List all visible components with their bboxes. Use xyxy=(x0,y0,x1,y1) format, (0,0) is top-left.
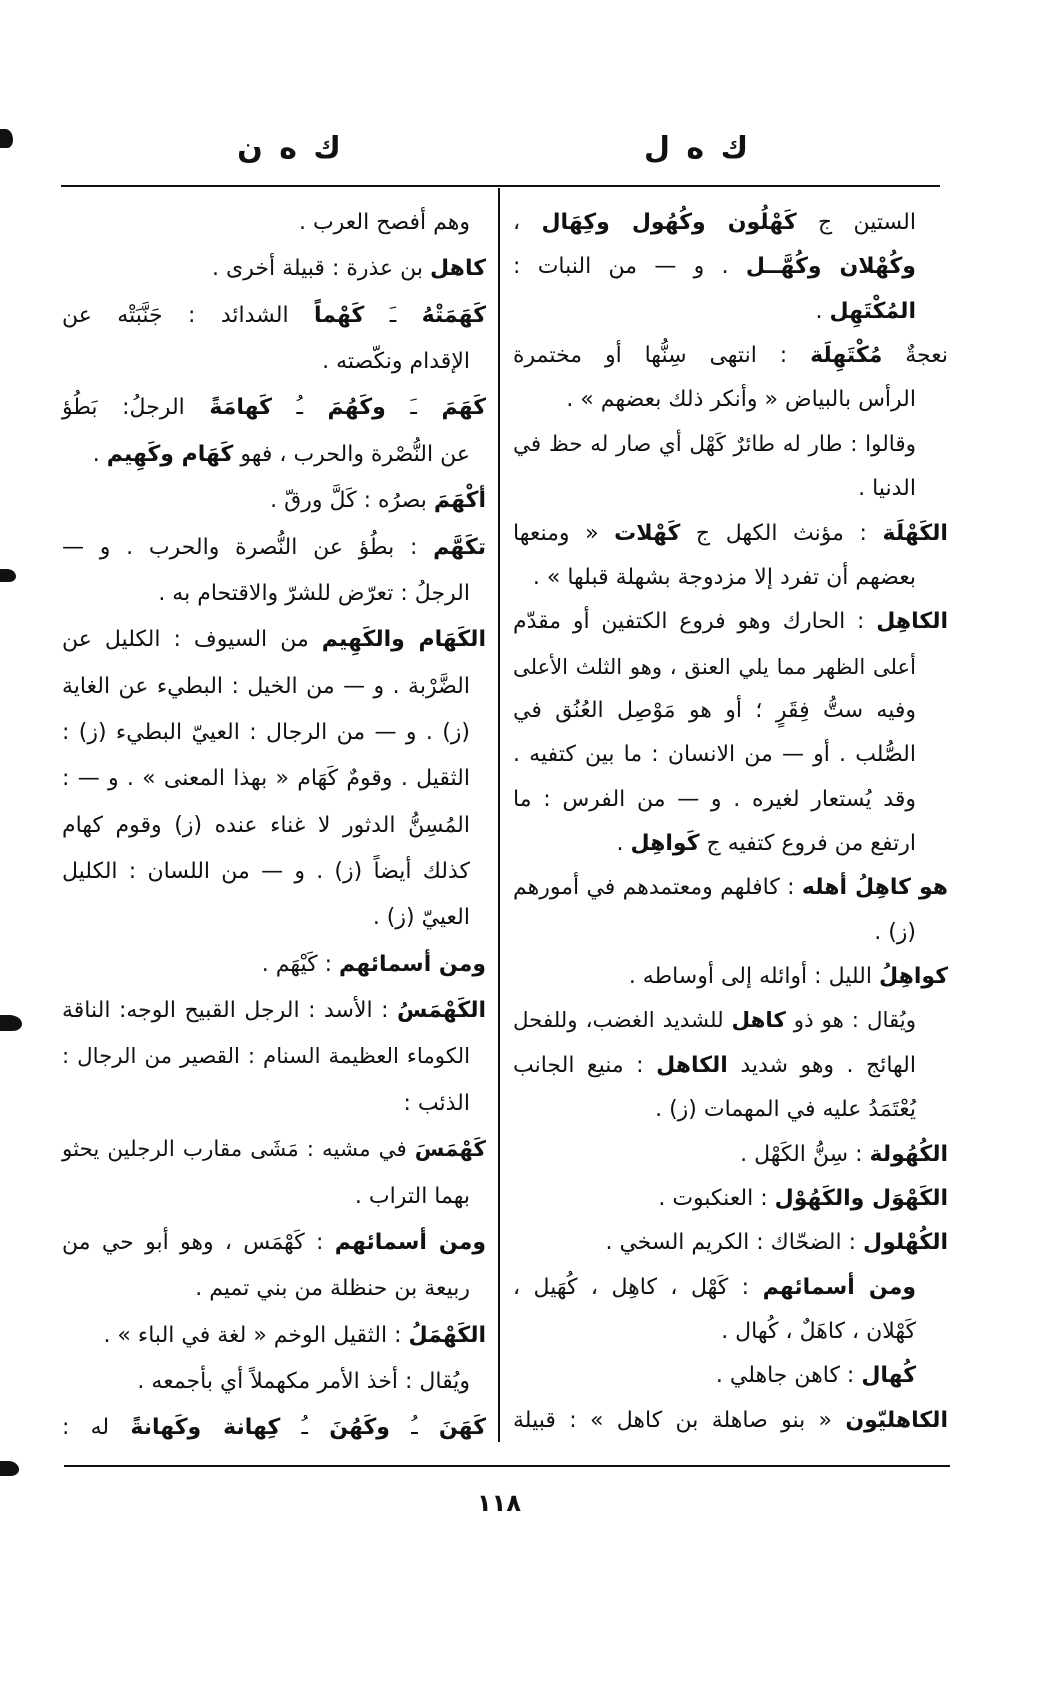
line-text xyxy=(212,256,486,281)
entry-line xyxy=(62,525,486,571)
definition-text: ـَ xyxy=(364,302,422,328)
entry-line xyxy=(62,849,486,895)
headword: الكاهِل xyxy=(876,609,948,635)
headword: كَهْماً xyxy=(314,302,365,328)
entry-line xyxy=(513,822,948,866)
definition-text: الليل : أوائله إلى أوساطه . xyxy=(628,964,879,990)
entry-line xyxy=(62,1174,486,1220)
headword: كاهل xyxy=(731,1008,786,1034)
line-text xyxy=(533,565,916,590)
definition-text: الهائج . وهو شديد xyxy=(727,1052,917,1078)
line-text xyxy=(62,1230,486,1255)
entry-line xyxy=(62,710,486,756)
dictionary-entry xyxy=(62,293,486,386)
entry-line xyxy=(513,911,948,955)
entry-line xyxy=(62,1034,486,1080)
line-text xyxy=(740,1142,948,1167)
entry-line xyxy=(513,201,948,245)
definition-text: الكوماء العظيمة السنام : القصير من الرجال : xyxy=(62,1044,470,1070)
headword: كَهَمَتْهُ xyxy=(421,302,486,328)
entry-line xyxy=(62,200,486,246)
entry-line xyxy=(513,689,948,733)
entry-line xyxy=(62,478,486,524)
entry-line xyxy=(513,1310,948,1354)
entry-line xyxy=(62,803,486,849)
definition-text: : الضحّاك : الكريم السخي . xyxy=(605,1230,864,1256)
entry-line xyxy=(62,246,486,292)
dictionary-entry xyxy=(62,988,486,1127)
line-text xyxy=(270,488,486,513)
entry-line xyxy=(62,1405,486,1451)
definition-text: (ز) . و — من الرجال : العييّ البطيء (ز) : xyxy=(62,719,470,745)
entry-line xyxy=(513,600,948,644)
entry-line xyxy=(62,617,486,663)
line-text xyxy=(62,1137,486,1162)
definition-text: الضَّرْبة . و — من الخيل : البطيء عن الغاية xyxy=(62,673,470,699)
definition-text: : بطُؤ عن النُّصرة والحرب . و — xyxy=(62,534,434,560)
entry-line xyxy=(62,1127,486,1173)
line-text xyxy=(299,210,470,235)
page-number: ١١٨ xyxy=(477,1489,521,1517)
definition-text: : كافلهم ومعتمدهم في أمورهم xyxy=(513,875,802,901)
headword: الكَهْمَسُ xyxy=(397,998,486,1024)
entry-line xyxy=(513,1221,948,1265)
line-text xyxy=(62,766,470,791)
definition-text: الثقيل . وقومٌ كَهَام « بهذا المعنى » . و — : xyxy=(62,766,470,792)
entry-line xyxy=(62,1220,486,1266)
line-text xyxy=(322,349,470,374)
definition-text: بن عذرة : قبيلة أخرى . xyxy=(212,256,431,282)
scan-mark xyxy=(0,1461,19,1476)
line-text xyxy=(655,1097,916,1122)
running-head-left: ك ه ن xyxy=(237,131,341,166)
entry-line xyxy=(62,293,486,339)
entry-line xyxy=(62,571,486,617)
entry-line xyxy=(513,245,948,289)
definition-text: بصرُه : كَلَّ ورقّ . xyxy=(270,488,434,514)
line-text xyxy=(513,654,916,679)
entry-line xyxy=(513,423,948,467)
definition-text: ارتفع من فروع كتفيه ج xyxy=(699,831,916,857)
entry-line xyxy=(62,988,486,1034)
line-text xyxy=(404,1091,471,1116)
dictionary-entry xyxy=(513,866,948,955)
dictionary-entry xyxy=(513,334,948,423)
dictionary-entry xyxy=(62,1313,486,1359)
headword: كَهَام وكَهِيم xyxy=(106,441,234,467)
definition-text: . xyxy=(616,831,631,857)
dictionary-entry xyxy=(513,1221,948,1265)
definition-text: وفيه ستُّ فِقَرٍ ؛ أو هو مَوْصِل العُنُق في xyxy=(513,697,916,723)
line-text xyxy=(513,521,948,546)
entry-line xyxy=(513,467,948,511)
left-column xyxy=(62,200,486,1452)
line-text xyxy=(566,387,916,412)
line-text xyxy=(62,859,470,884)
definition-text: بهما التراب . xyxy=(354,1183,470,1209)
definition-text: ويُقال : أخذ الأمر مكهملاً أي بأجمعه . xyxy=(137,1368,470,1394)
definition-text: في مشيه : مَشَى مقارب الرجلين يحثو xyxy=(62,1137,415,1163)
definition-text: الذئب : xyxy=(403,1090,470,1116)
dictionary-entry xyxy=(513,423,948,512)
definition-text: : كَيْهَم . xyxy=(261,951,340,977)
line-text xyxy=(513,609,948,634)
headword: الكَهْمَلُ xyxy=(408,1322,486,1348)
line-text xyxy=(658,1186,948,1211)
line-text xyxy=(62,813,470,838)
definition-text: : منيع الجانب xyxy=(513,1052,657,1078)
entry-line xyxy=(513,290,948,334)
headword: المُكْتَهِل xyxy=(829,298,916,324)
headword: مُكْتَهِلَة xyxy=(810,343,883,369)
definition-text: ـَ xyxy=(385,395,442,421)
entry-line xyxy=(513,866,948,910)
dictionary-entry xyxy=(62,942,486,988)
line-text xyxy=(62,303,486,328)
entry-line xyxy=(62,432,486,478)
dictionary-entry xyxy=(62,525,486,618)
definition-text: وقالوا : طار له طائرٌ كَهْل أي صار له حظ في xyxy=(513,431,916,457)
definition-text: ويُقال : هو ذو xyxy=(785,1008,917,1034)
line-text xyxy=(195,1276,470,1301)
headword: الكُهْلول xyxy=(863,1230,948,1256)
line-text xyxy=(62,535,486,560)
definition-text: كَهْلان ، كاهَلٌ ، كُهال . xyxy=(721,1318,916,1344)
definition-text: كذلك أيضاً (ز) . و — من اللسان : الكليل xyxy=(62,859,470,885)
line-text xyxy=(62,627,486,652)
entry-line xyxy=(62,1359,486,1405)
dictionary-entry xyxy=(62,246,486,292)
headword: كَهْلات xyxy=(614,520,681,546)
line-text xyxy=(513,1008,916,1033)
right-column xyxy=(513,201,948,1443)
headword: الكاهل xyxy=(656,1052,728,1078)
dictionary-entry xyxy=(513,512,948,601)
dictionary-entry xyxy=(513,999,948,1132)
line-text xyxy=(262,952,486,977)
line-text xyxy=(158,581,470,606)
entry-line xyxy=(513,1088,948,1132)
column-divider xyxy=(498,188,500,1442)
headword: الكاهليّون xyxy=(845,1407,948,1433)
headword: كَهَنَ xyxy=(438,1415,486,1441)
definition-text: الرجلُ : تعرّض للشرّ والاقتحام به . xyxy=(158,580,470,606)
line-text xyxy=(629,964,948,989)
dictionary-entry xyxy=(513,1133,948,1177)
headword: الكَهْلَة xyxy=(882,520,948,546)
definition-text: ـُ xyxy=(271,395,328,421)
entry-line xyxy=(62,1081,486,1127)
entry-line xyxy=(513,733,948,777)
definition-text: ربيعة بن حنظلة من بني تميم . xyxy=(195,1276,470,1302)
definition-text: « ومنعها xyxy=(513,520,615,546)
entry-line xyxy=(62,756,486,802)
line-text xyxy=(716,1363,916,1388)
entry-line xyxy=(513,1354,948,1398)
entry-line xyxy=(513,778,948,822)
line-text xyxy=(816,299,917,324)
headword: كَهْمَسَ xyxy=(414,1137,486,1163)
line-text xyxy=(513,254,916,279)
line-text xyxy=(373,905,470,930)
definition-text: ـُ xyxy=(389,1415,439,1441)
definition-text: العييّ (ز) . xyxy=(372,905,470,931)
definition-text: . xyxy=(92,441,107,467)
line-text xyxy=(513,1408,948,1433)
header-rule xyxy=(61,185,940,187)
definition-text: له : xyxy=(62,1415,131,1441)
line-text xyxy=(103,1323,486,1348)
dictionary-entry xyxy=(62,478,486,524)
line-text xyxy=(62,998,486,1023)
line-text xyxy=(874,920,916,945)
line-text xyxy=(93,442,470,467)
dictionary-entry xyxy=(513,1177,948,1221)
headword: كِهانة وكَهانةً xyxy=(130,1415,281,1441)
dictionary-entry xyxy=(62,1405,486,1451)
dictionary-entry xyxy=(62,385,486,478)
entry-line xyxy=(513,512,948,556)
line-text xyxy=(721,1319,916,1344)
entry-line xyxy=(62,1313,486,1359)
entry-line xyxy=(513,955,948,999)
line-text xyxy=(605,1230,948,1255)
headword: وكَهُنَ xyxy=(329,1415,390,1441)
dictionary-entry xyxy=(513,955,948,999)
definition-text: : الحارك وهو فروع الكتفين أو مقدّم xyxy=(513,609,877,635)
line-text xyxy=(62,720,470,745)
definition-text: نعجةٌ xyxy=(882,343,948,369)
definition-text: بعضهم أن تفرد إلا مزدوجة بشهلة قبلها » . xyxy=(532,564,916,590)
entry-line xyxy=(62,1266,486,1312)
line-text xyxy=(513,698,916,723)
dictionary-entry xyxy=(513,1399,948,1443)
entry-line xyxy=(62,385,486,431)
headword: كَهْلُون وكُهُول وكِهَال xyxy=(541,210,797,235)
dictionary-entry xyxy=(513,600,948,866)
definition-text: : الثقيل الوخم « لغة في الباء » . xyxy=(103,1322,409,1348)
definition-text: ، xyxy=(513,210,542,235)
headword: ومن أسمائهم xyxy=(334,1229,486,1255)
scan-mark xyxy=(0,569,16,582)
definition-text: (ز) . xyxy=(874,919,916,945)
definition-text: يُعْتَمَدُ عليه في المهمات (ز) . xyxy=(655,1097,916,1123)
entry-line xyxy=(62,895,486,941)
definition-text: الرجلُ: بَطُؤ xyxy=(62,395,210,421)
definition-text: الستين ج xyxy=(796,210,917,235)
entry-line xyxy=(513,1399,948,1443)
headword: كَهامَةً xyxy=(209,395,272,421)
dictionary-entry xyxy=(513,201,948,334)
line-text xyxy=(858,476,916,501)
definition-text: المُسِنُّ الدثور لا غناء عنده (ز) وقوم كهام xyxy=(62,812,470,838)
entry-line xyxy=(513,1133,948,1177)
running-head-right: ك ه ل xyxy=(643,131,749,166)
definition-text: ـُ xyxy=(280,1415,330,1441)
entry-line xyxy=(513,556,948,600)
line-text xyxy=(513,787,916,812)
scan-mark xyxy=(0,129,13,148)
headword: كُهال xyxy=(861,1363,916,1389)
headword: كواهِلُ xyxy=(878,964,948,990)
headword: أكْهَمَ xyxy=(433,488,486,514)
dictionary-entry xyxy=(62,1220,486,1313)
dictionary-entry xyxy=(62,617,486,942)
definition-text: : كَهْمَس ، وهو أبو حي من xyxy=(62,1229,335,1255)
line-text xyxy=(137,1369,470,1394)
definition-text: : مؤنث الكهل ج xyxy=(680,520,883,546)
entry-line xyxy=(513,1044,948,1088)
definition-text: الشدائد : جَنَّبَتْه عن xyxy=(62,302,315,328)
dictionary-entry xyxy=(62,200,486,246)
definition-text: وقد يُستعار لغيره . و — من الفرس : ما xyxy=(513,786,916,812)
line-text xyxy=(513,432,916,457)
definition-text: « بنو صاهلة بن كاهل » : قبيلة xyxy=(513,1407,846,1433)
line-text xyxy=(62,1044,470,1069)
entry-line xyxy=(513,1177,948,1221)
line-text xyxy=(513,1275,916,1300)
definition-text: : كَهْل ، كاهِل ، كُهَيل ، xyxy=(513,1274,763,1300)
definition-text: للشديد الغضب، وللفحل xyxy=(513,1008,732,1034)
headword: هو كاهِلُ أهله xyxy=(801,875,948,901)
definition-text: الصُّلب . أو — من الانسان : ما بين كتفيه . xyxy=(513,742,916,768)
line-text xyxy=(513,742,916,767)
line-text xyxy=(616,831,916,856)
dictionary-entry xyxy=(62,1127,486,1220)
definition-text: : انتهى سِنُّها أو مختمرة xyxy=(513,343,811,369)
headword: الكُهُولة xyxy=(869,1141,948,1167)
headword: الكَهَام والكَهِيم xyxy=(321,627,486,653)
entry-line xyxy=(62,664,486,710)
headword: كَواهِل xyxy=(630,831,700,857)
entry-line xyxy=(513,999,948,1043)
line-text xyxy=(355,1184,470,1209)
footer-rule xyxy=(64,1465,950,1467)
definition-text: . و — من النبات : xyxy=(513,254,746,280)
headword: كاهل xyxy=(430,256,486,282)
definition-text: : الأسد : الرجل القبيح الوجه: الناقة xyxy=(62,998,398,1024)
entry-line xyxy=(513,1266,948,1310)
line-text xyxy=(513,1053,916,1078)
definition-text: : كاهن جاهلي . xyxy=(715,1363,862,1389)
headword: ومن أسمائهم xyxy=(339,951,486,977)
line-text xyxy=(62,395,486,420)
definition-text: الدنيا . xyxy=(858,476,916,502)
definition-text: : سِنُّ الكَهْل . xyxy=(740,1141,870,1167)
definition-text: الإقدام ونكّصته . xyxy=(322,349,470,375)
dictionary-entry xyxy=(62,1359,486,1405)
line-text xyxy=(513,210,916,235)
dictionary-entry xyxy=(513,1354,948,1398)
scan-mark xyxy=(0,1015,22,1031)
entry-line xyxy=(513,334,948,378)
line-text xyxy=(62,1415,486,1440)
line-text xyxy=(513,875,948,900)
entry-line xyxy=(513,378,948,422)
line-text xyxy=(513,343,948,368)
entry-line xyxy=(62,339,486,385)
headword: الكَهْوَل والكَهُوْل xyxy=(774,1185,948,1211)
headword: ومن أسمائهم xyxy=(762,1274,917,1300)
definition-text: . xyxy=(815,298,830,324)
definition-text: من السيوف : الكليل عن xyxy=(62,627,322,653)
definition-text: أعلى الظهر مما يلي العنق ، وهو الثلث الأعلى xyxy=(513,653,916,679)
headword: كَهَمَ xyxy=(441,395,487,421)
line-text xyxy=(62,674,470,699)
definition-text: الرأس بالبياض « وأنكر ذلك بعضهم » . xyxy=(566,387,916,413)
entry-line xyxy=(513,645,948,689)
definition-text: : العنكبوت . xyxy=(658,1185,775,1211)
headword: وكَهُمَ xyxy=(327,395,386,421)
headword: وكُهْلان وكُهَّــل xyxy=(745,254,916,280)
headword: تكَهَّم xyxy=(433,534,486,560)
dictionary-entry xyxy=(513,1266,948,1355)
entry-line xyxy=(62,942,486,988)
definition-text: وهم أفصح العرب . xyxy=(298,210,470,235)
definition-text: عن النُّصْرة والحرب ، فهو xyxy=(233,441,470,467)
